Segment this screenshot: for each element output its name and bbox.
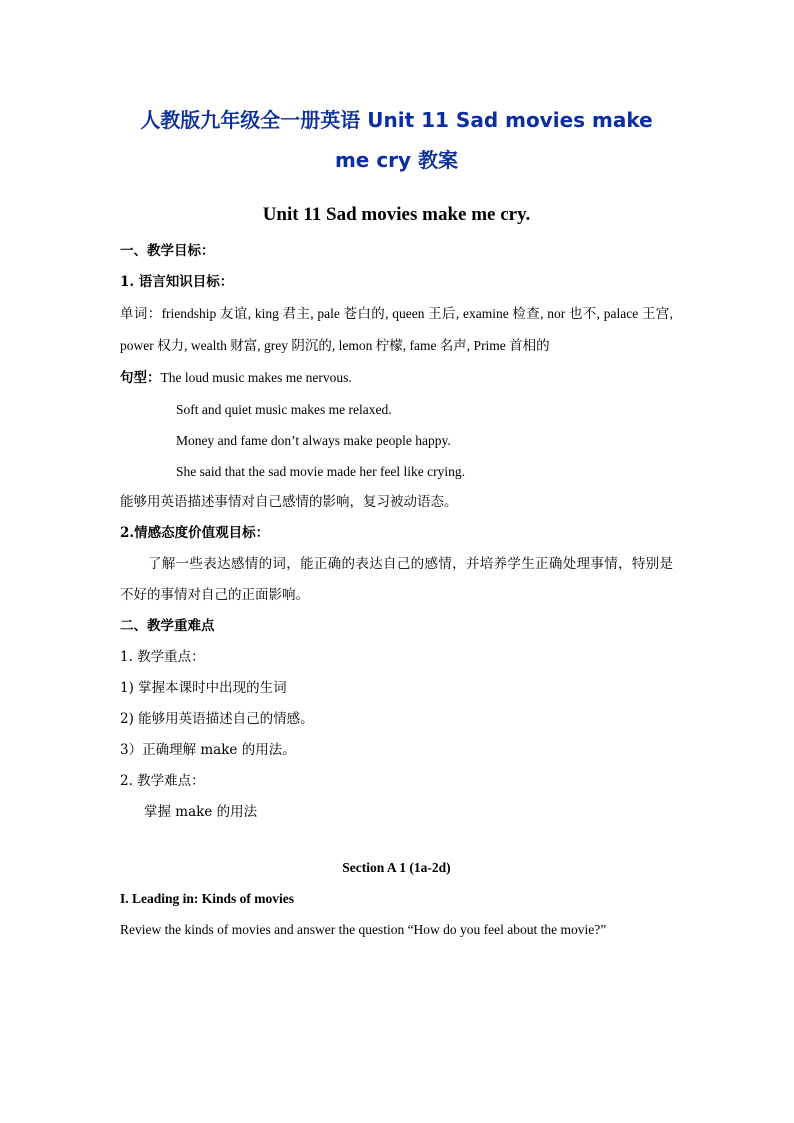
goal2-heading: 2.情感态度价值观目标： [120, 525, 270, 541]
sentence-4: She said that the sad movie made her feel like crying. [176, 464, 466, 479]
document-page [120, 100, 673, 945]
key-heading: 1. 教学重点： [120, 649, 205, 665]
key-point-1: 1) 掌握本课时中出现的生词 [120, 680, 287, 696]
section1-heading: 一、教学目标： [120, 243, 215, 259]
words-label: 单词： [120, 306, 162, 322]
difficulty-text: 掌握 make 的用法 [144, 804, 258, 820]
document-title: 人教版九年级全一册英语 Unit 11 Sad movies make me cry 教案 [140, 108, 653, 172]
difficulty-heading: 2. 教学难点： [120, 773, 205, 789]
goal2-text: 了解一些表达感情的词，能正确的表达自己的感情，并培养学生正确处理事情，特别是不好的事情对自己的正面影响。 [120, 556, 673, 603]
section-spacer [120, 828, 673, 852]
sentence-2: Soft and quiet music makes me relaxed. [176, 402, 392, 417]
words-paragraph [120, 298, 673, 362]
key-point-3: 3）正确理解 make 的用法。 [120, 742, 296, 758]
section-a-title: Section A 1 (1a-2d) [342, 860, 451, 875]
leading-heading: I. Leading in: Kinds of movies [120, 891, 295, 906]
words-text: friendship 友谊, king 君主, pale 苍白的, queen 王后, examine 检查, nor 也不, palace 王宫, power 权力, wealth 财富, grey 阴沉的, lemon 柠檬, fame 名声, Prime 首相的 [120, 306, 674, 353]
key-point-2: 2) 能够用英语描述自己的情感。 [120, 711, 314, 727]
leading-text: Review the kinds of movies and answer the question “How do you feel about the movie?” [120, 922, 607, 937]
sentence-3: Money and fame don’t always make people happy. [176, 433, 451, 448]
sentences-paragraph [120, 362, 673, 394]
sentences-label: 句型： [120, 370, 161, 386]
unit-title: Unit 11 Sad movies make me cry. [262, 204, 531, 225]
goal1-heading: 1. 语言知识目标： [120, 274, 234, 290]
ability-text: 能够用英语描述事情对自己感情的影响，复习被动语态。 [120, 494, 458, 510]
sentence-1: The loud music makes me nervous. [160, 370, 352, 385]
section2-heading: 二、教学重难点 [120, 618, 215, 634]
